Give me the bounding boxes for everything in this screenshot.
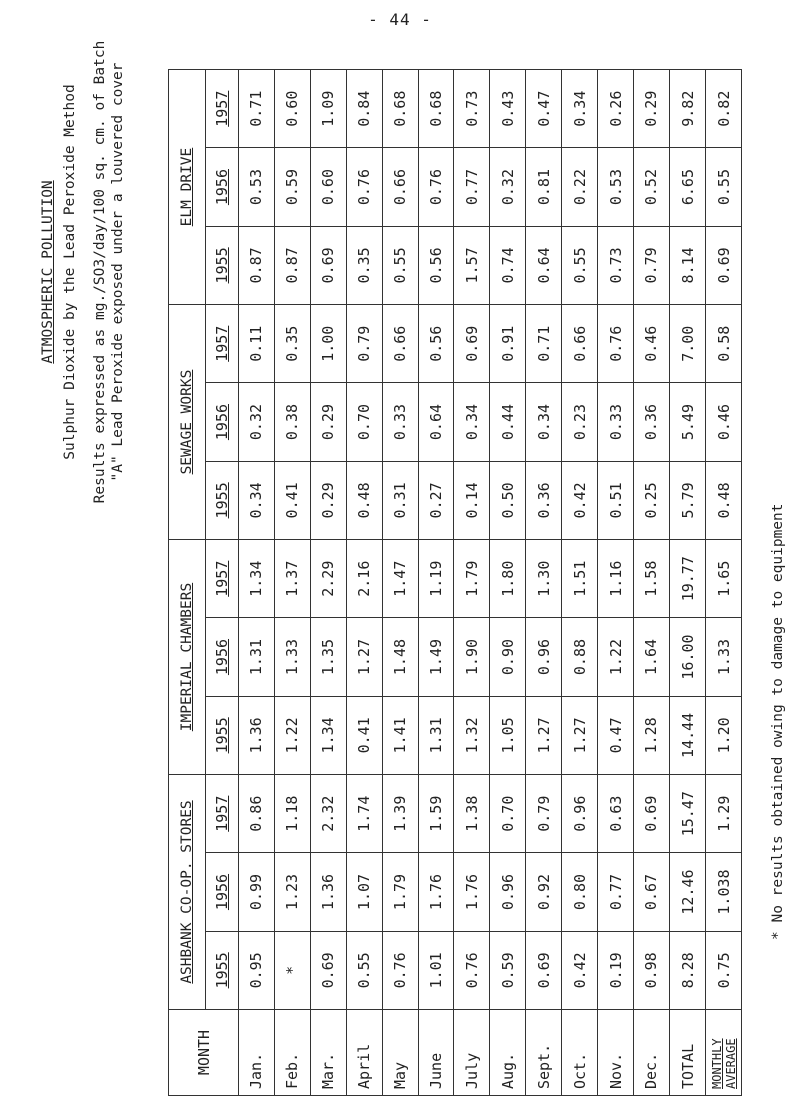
value-cell: 1.22 (598, 618, 634, 696)
value-cell: 0.98 (633, 931, 669, 1009)
value-cell: 0.86 (239, 775, 275, 853)
value-cell: 0.84 (346, 70, 382, 148)
data-table-rotated (168, 69, 742, 1096)
average-cell: 0.75 (706, 931, 742, 1009)
year-header: 1957 (206, 775, 239, 853)
value-cell: 1.79 (382, 853, 418, 931)
value-cell: 1.58 (633, 540, 669, 618)
value-cell: 1.74 (346, 775, 382, 853)
average-cell: 0.69 (706, 226, 742, 304)
value-cell: 0.50 (490, 461, 526, 539)
table-row (526, 70, 562, 1096)
month-label: Oct. (562, 1010, 598, 1096)
value-cell: 1.76 (454, 853, 490, 931)
subtitle: Sulphur Dioxide by the Lead Peroxide Method (62, 84, 78, 460)
value-cell: 1.49 (418, 618, 454, 696)
value-cell: 0.76 (454, 931, 490, 1009)
value-cell: 1.64 (633, 618, 669, 696)
month-label: June (418, 1010, 454, 1096)
value-cell: 1.57 (454, 226, 490, 304)
group-elm-drive: ELM DRIVE (169, 70, 206, 305)
table-row (454, 70, 490, 1096)
value-cell: 0.43 (490, 70, 526, 148)
value-cell: 0.70 (490, 775, 526, 853)
value-cell: 0.35 (274, 305, 310, 383)
value-cell: 0.25 (633, 461, 669, 539)
value-cell: 0.27 (418, 461, 454, 539)
value-cell: 0.87 (239, 226, 275, 304)
value-cell: 0.52 (633, 148, 669, 226)
value-cell: 0.34 (562, 70, 598, 148)
value-cell: 1.07 (346, 853, 382, 931)
value-cell: 0.59 (274, 148, 310, 226)
average-cell: 1.33 (706, 618, 742, 696)
value-cell: 1.18 (274, 775, 310, 853)
value-cell: 0.60 (310, 148, 346, 226)
value-cell: 1.41 (382, 696, 418, 774)
value-cell: 0.34 (454, 383, 490, 461)
value-cell: 1.59 (418, 775, 454, 853)
value-cell: 0.38 (274, 383, 310, 461)
month-label: April (346, 1010, 382, 1096)
value-cell: 1.05 (490, 696, 526, 774)
value-cell: 0.41 (346, 696, 382, 774)
value-cell: 0.22 (562, 148, 598, 226)
value-cell: 0.68 (382, 70, 418, 148)
value-cell: 0.56 (418, 305, 454, 383)
value-cell: 0.36 (633, 383, 669, 461)
value-cell: 1.01 (418, 931, 454, 1009)
sulphur-dioxide-table (168, 69, 742, 1096)
value-cell: 1.35 (310, 618, 346, 696)
value-cell: 0.81 (526, 148, 562, 226)
page-number: - 44 - (368, 10, 432, 29)
value-cell: 0.56 (418, 226, 454, 304)
value-cell: 0.64 (418, 383, 454, 461)
value-cell: 0.32 (239, 383, 275, 461)
value-cell: 0.67 (633, 853, 669, 931)
month-label: Sept. (526, 1010, 562, 1096)
value-cell: 0.69 (310, 931, 346, 1009)
total-cell: 9.82 (670, 70, 706, 148)
value-cell: 1.90 (454, 618, 490, 696)
value-cell: 0.47 (598, 696, 634, 774)
average-label: MONTHLY AVERAGE (706, 1010, 742, 1096)
average-cell: 0.48 (706, 461, 742, 539)
total-cell: 5.79 (670, 461, 706, 539)
value-cell: 1.27 (346, 618, 382, 696)
average-cell: 1.29 (706, 775, 742, 853)
value-cell: 0.69 (526, 931, 562, 1009)
value-cell: 0.96 (562, 775, 598, 853)
results-note-line-1: Results expressed as mg./SO3/day/100 sq. cm. of Batch (92, 40, 108, 504)
group-header-row (169, 70, 206, 1096)
footnote: * No results obtained owing to damage to equipment (770, 503, 786, 940)
table-row (598, 70, 634, 1096)
value-cell: 0.69 (633, 775, 669, 853)
value-cell: 1.80 (490, 540, 526, 618)
total-cell: 16.00 (670, 618, 706, 696)
value-cell: 0.92 (526, 853, 562, 931)
table-row (418, 70, 454, 1096)
value-cell: 0.79 (526, 775, 562, 853)
month-label: July (454, 1010, 490, 1096)
year-header-row (206, 70, 239, 1096)
month-header: MONTH (169, 1010, 239, 1096)
value-cell: 0.46 (633, 305, 669, 383)
value-cell: 0.66 (562, 305, 598, 383)
year-header: 1956 (206, 148, 239, 226)
total-cell: 6.65 (670, 148, 706, 226)
value-cell: 0.66 (382, 305, 418, 383)
value-cell: 1.28 (633, 696, 669, 774)
value-cell: 1.36 (310, 853, 346, 931)
value-cell: 1.76 (418, 853, 454, 931)
table-row (382, 70, 418, 1096)
value-cell: 0.76 (346, 148, 382, 226)
table-row (274, 70, 310, 1096)
page-heading: ATMOSPHERIC POLLUTION (40, 180, 56, 364)
value-cell: 0.66 (382, 148, 418, 226)
value-cell: 0.69 (454, 305, 490, 383)
value-cell: 0.29 (633, 70, 669, 148)
month-label: Mar. (310, 1010, 346, 1096)
total-cell: 19.77 (670, 540, 706, 618)
value-cell: 0.77 (598, 853, 634, 931)
value-cell: 0.59 (490, 931, 526, 1009)
month-label: Jan. (239, 1010, 275, 1096)
year-header: 1955 (206, 461, 239, 539)
results-note-line-2: "A" Lead Peroxide exposed under a louvered cover (110, 62, 126, 482)
value-cell: 0.48 (346, 461, 382, 539)
month-label: Dec. (633, 1010, 669, 1096)
value-cell: 0.99 (239, 853, 275, 931)
total-cell: 14.44 (670, 696, 706, 774)
monthly-values (239, 70, 742, 1096)
value-cell: 1.22 (274, 696, 310, 774)
value-cell: 1.00 (310, 305, 346, 383)
table-row (562, 70, 598, 1096)
value-cell: 1.19 (418, 540, 454, 618)
value-cell: 2.29 (310, 540, 346, 618)
value-cell: 0.73 (598, 226, 634, 304)
value-cell: 1.16 (598, 540, 634, 618)
value-cell: 0.36 (526, 461, 562, 539)
value-cell: 1.31 (418, 696, 454, 774)
value-cell: 0.68 (418, 70, 454, 148)
value-cell: 1.30 (526, 540, 562, 618)
value-cell: 0.73 (454, 70, 490, 148)
month-label: May (382, 1010, 418, 1096)
value-cell: 0.35 (346, 226, 382, 304)
average-row (706, 70, 742, 1096)
total-cell: 5.49 (670, 383, 706, 461)
average-cell: 0.55 (706, 148, 742, 226)
value-cell: 0.96 (490, 853, 526, 931)
value-cell: 0.47 (526, 70, 562, 148)
value-cell: 0.11 (239, 305, 275, 383)
value-cell: 0.55 (382, 226, 418, 304)
value-cell: 2.32 (310, 775, 346, 853)
group-ashbank: ASHBANK CO-OP. STORES (169, 775, 206, 1010)
value-cell: 0.53 (239, 148, 275, 226)
table-row (239, 70, 275, 1096)
value-cell: 0.87 (274, 226, 310, 304)
value-cell: 1.51 (562, 540, 598, 618)
value-cell: 0.33 (382, 383, 418, 461)
value-cell: 0.76 (382, 931, 418, 1009)
value-cell: 0.70 (346, 383, 382, 461)
value-cell: 0.91 (490, 305, 526, 383)
total-cell: 8.28 (670, 931, 706, 1009)
value-cell: 0.71 (239, 70, 275, 148)
value-cell: 1.31 (239, 618, 275, 696)
total-cell: 8.14 (670, 226, 706, 304)
value-cell: 0.14 (454, 461, 490, 539)
value-cell: 0.51 (598, 461, 634, 539)
month-label: Feb. (274, 1010, 310, 1096)
year-header: 1957 (206, 70, 239, 148)
value-cell: 0.88 (562, 618, 598, 696)
year-header: 1957 (206, 305, 239, 383)
value-cell: 0.19 (598, 931, 634, 1009)
value-cell: 0.44 (490, 383, 526, 461)
total-row (670, 70, 706, 1096)
value-cell: 0.41 (274, 461, 310, 539)
table-row (490, 70, 526, 1096)
value-cell: 1.23 (274, 853, 310, 931)
value-cell: 1.39 (382, 775, 418, 853)
value-cell: 1.34 (310, 696, 346, 774)
value-cell: 0.55 (346, 931, 382, 1009)
value-cell: 0.74 (490, 226, 526, 304)
value-cell: 1.47 (382, 540, 418, 618)
average-cell: 1.038 (706, 853, 742, 931)
value-cell: 1.79 (454, 540, 490, 618)
value-cell: 1.27 (562, 696, 598, 774)
table-row (310, 70, 346, 1096)
value-cell: 0.76 (418, 148, 454, 226)
year-header: 1957 (206, 540, 239, 618)
year-header: 1956 (206, 618, 239, 696)
value-cell: 1.09 (310, 70, 346, 148)
average-cell: 1.65 (706, 540, 742, 618)
value-cell: 0.33 (598, 383, 634, 461)
total-cell: 7.00 (670, 305, 706, 383)
group-sewage-works: SEWAGE WORKS (169, 305, 206, 540)
year-header: 1956 (206, 383, 239, 461)
table-row (633, 70, 669, 1096)
average-cell: 1.20 (706, 696, 742, 774)
value-cell: 0.77 (454, 148, 490, 226)
average-cell: 0.58 (706, 305, 742, 383)
value-cell: 0.60 (274, 70, 310, 148)
month-label: Nov. (598, 1010, 634, 1096)
value-cell: 0.79 (633, 226, 669, 304)
value-cell: 1.32 (454, 696, 490, 774)
year-header: 1956 (206, 853, 239, 931)
value-cell: 0.95 (239, 931, 275, 1009)
average-cell: 0.82 (706, 70, 742, 148)
month-label: Aug. (490, 1010, 526, 1096)
value-cell: 0.53 (598, 148, 634, 226)
value-cell: 1.37 (274, 540, 310, 618)
year-header: 1955 (206, 696, 239, 774)
total-label: TOTAL (670, 1010, 706, 1096)
value-cell: 0.42 (562, 931, 598, 1009)
value-cell: 0.64 (526, 226, 562, 304)
total-cell: 15.47 (670, 775, 706, 853)
value-cell: 0.31 (382, 461, 418, 539)
value-cell: 0.71 (526, 305, 562, 383)
value-cell: 0.34 (239, 461, 275, 539)
value-cell: 0.42 (562, 461, 598, 539)
value-cell: 0.96 (526, 618, 562, 696)
value-cell: 0.29 (310, 383, 346, 461)
value-cell: * (274, 931, 310, 1009)
value-cell: 0.34 (526, 383, 562, 461)
value-cell: 0.55 (562, 226, 598, 304)
value-cell: 1.36 (239, 696, 275, 774)
value-cell: 1.33 (274, 618, 310, 696)
value-cell: 0.32 (490, 148, 526, 226)
value-cell: 1.34 (239, 540, 275, 618)
value-cell: 0.23 (562, 383, 598, 461)
value-cell: 2.16 (346, 540, 382, 618)
table-row (346, 70, 382, 1096)
value-cell: 0.80 (562, 853, 598, 931)
value-cell: 0.69 (310, 226, 346, 304)
value-cell: 1.27 (526, 696, 562, 774)
value-cell: 0.29 (310, 461, 346, 539)
value-cell: 0.79 (346, 305, 382, 383)
value-cell: 0.76 (598, 305, 634, 383)
value-cell: 1.48 (382, 618, 418, 696)
group-imperial-chambers: IMPERIAL CHAMBERS (169, 540, 206, 775)
year-header: 1955 (206, 226, 239, 304)
total-cell: 12.46 (670, 853, 706, 931)
year-header: 1955 (206, 931, 239, 1009)
value-cell: 0.90 (490, 618, 526, 696)
average-cell: 0.46 (706, 383, 742, 461)
value-cell: 0.26 (598, 70, 634, 148)
value-cell: 1.38 (454, 775, 490, 853)
value-cell: 0.63 (598, 775, 634, 853)
